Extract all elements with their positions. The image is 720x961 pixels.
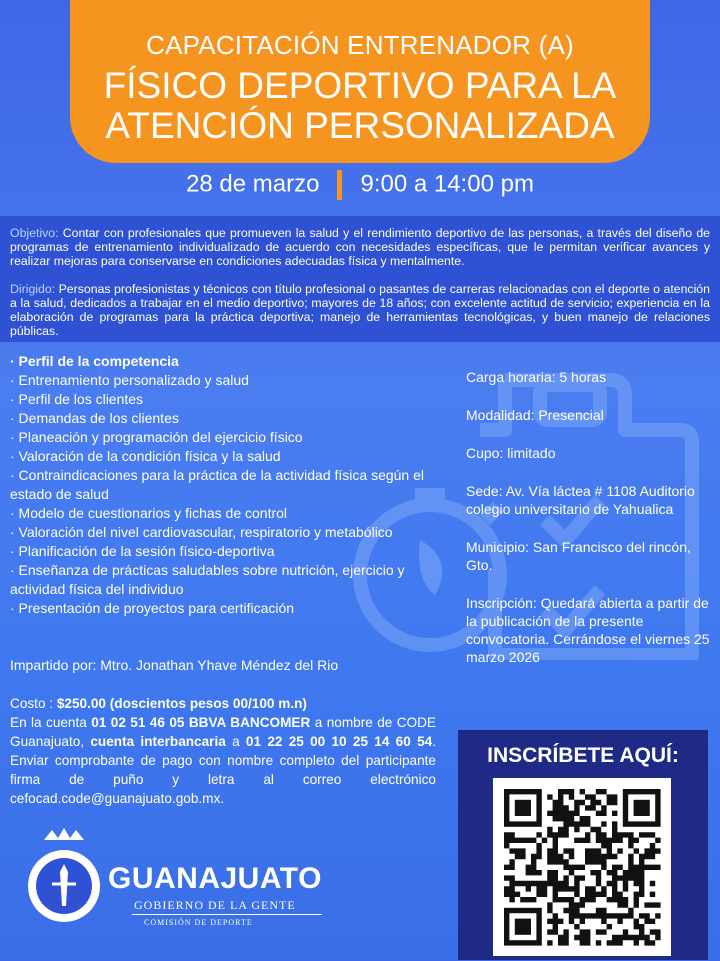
payment-text: En la cuenta [10, 715, 92, 730]
list-item: · Contraindicaciones para la práctica de la actividad física según el estado de salud [10, 467, 425, 502]
title-main [70, 66, 650, 146]
qr-code-icon[interactable] [493, 778, 671, 956]
cost-label: Costo : [10, 696, 57, 711]
list-item: · Perfil de la competencia [10, 353, 179, 369]
registration-qr-box [458, 730, 708, 960]
list-item: · Valoración de la condición física y la salud [10, 448, 281, 464]
interbank-label: cuenta interbancaria [90, 734, 226, 749]
objective-text: Contar con profesionales que promueven la salud y el rendimiento deportivo de las personas, a través del diseño de programas de entrenamiento individualizado de acuerdo con necesidades específicas, que le permitan verificar avances y realizar mejoras para conservarse en condiciones adecuadas física y mentalmente. [10, 226, 710, 268]
account-number: 01 02 51 46 05 BBVA BANCOMER [91, 715, 311, 730]
logo-divider [132, 914, 322, 915]
cost-value: $250.00 (doscientos pesos 00/100 m.n) [56, 696, 307, 711]
list-item: · Demandas de los clientes [10, 410, 179, 426]
objective-paragraph [10, 226, 710, 268]
list-item: · Modelo de cuestionarios y fichas de control [10, 505, 288, 521]
topics-list [10, 352, 450, 618]
audience-text: Personas profesionistas y técnicos con título profesional o pasantes de carreras relacionadas con el deporte o atención a la salud, dedicados a trabajar en el medio deportivo; mayores de 18 años; con excelente actitud de servicio; experiencia en la elaboración de programas para la práctica deportiva; manejo de herramientas tecnológicas, y buen manejo de relaciones públicas. [10, 282, 710, 338]
payment-text: . Enviar comprobante de pago con nombre completo del participante firma de puño y letra al correo electrónico cefocad.code@guanajuato.gob.mx. [10, 734, 436, 806]
capacity-text: Cupo: limitado [466, 445, 556, 461]
list-item: · Perfil de los clientes [10, 391, 144, 407]
list-item: · Planeación y programación del ejercicio físico [10, 429, 303, 445]
title-banner [70, 0, 650, 163]
venue-text: Sede: Av. Vía láctea # 1108 Auditorio colegio universitario de Yahualica [466, 483, 695, 517]
event-time: 9:00 a 14:00 pm [360, 170, 534, 198]
logo-tagline: GOBIERNO DE LA GENTE [134, 898, 296, 912]
title-line-3: ATENCIÓN PERSONALIZADA [105, 105, 615, 146]
modality-text: Modalidad: Presencial [466, 407, 604, 423]
qr-code-graphic [493, 778, 671, 956]
list-item: · Enseñanza de prácticas saludables sobre nutrición, ejercicio y actividad física del individuo [10, 562, 405, 597]
municipality-text: Municipio: San Francisco del rincón, Gto. [466, 539, 691, 573]
logo-name: GUANAJUATO [108, 862, 322, 895]
registration-text: Inscripción: Quedará abierta a partir de la publicación de la presente convocatoria. Cerrándose el viernes 25 marzo 2026 [466, 595, 710, 665]
duration-text: Carga horaria: 5 horas [466, 369, 607, 385]
payment-info [10, 694, 436, 808]
qr-title: INSCRÍBETE AQUÍ: [487, 744, 679, 767]
state-seal-icon [22, 826, 106, 926]
title-line-1: CAPACITACIÓN ENTRENADOR (A) [146, 30, 574, 60]
objective-label: Objetivo: [10, 226, 59, 240]
guanajuato-logo [22, 826, 342, 936]
course-details [466, 368, 718, 686]
audience-label: Dirigido: [10, 282, 56, 296]
title-line-2: FÍSICO DEPORTIVO PARA LA [103, 65, 617, 106]
event-date: 28 de marzo [186, 170, 320, 198]
logo-division: COMISIÓN DE DEPORTE [144, 918, 253, 927]
list-item: · Presentación de proyectos para certificación [10, 600, 295, 616]
schedule-bar [0, 170, 720, 200]
payment-text: a [225, 734, 246, 749]
separator [337, 170, 342, 200]
list-item: · Valoración del nivel cardiovascular, respiratorio y metabólico [10, 524, 393, 540]
clabe-number: 01 22 25 00 10 25 14 60 54 [245, 734, 433, 749]
list-item: · Planificación de la sesión físico-deportiva [10, 543, 275, 559]
instructor-text: Impartido por: Mtro. Jonathan Yhave Méndez del Rio [10, 657, 339, 673]
list-item: · Entrenamiento personalizado y salud [10, 372, 249, 388]
payment-text: a nombre de CODE Guanajuato, [10, 715, 436, 749]
